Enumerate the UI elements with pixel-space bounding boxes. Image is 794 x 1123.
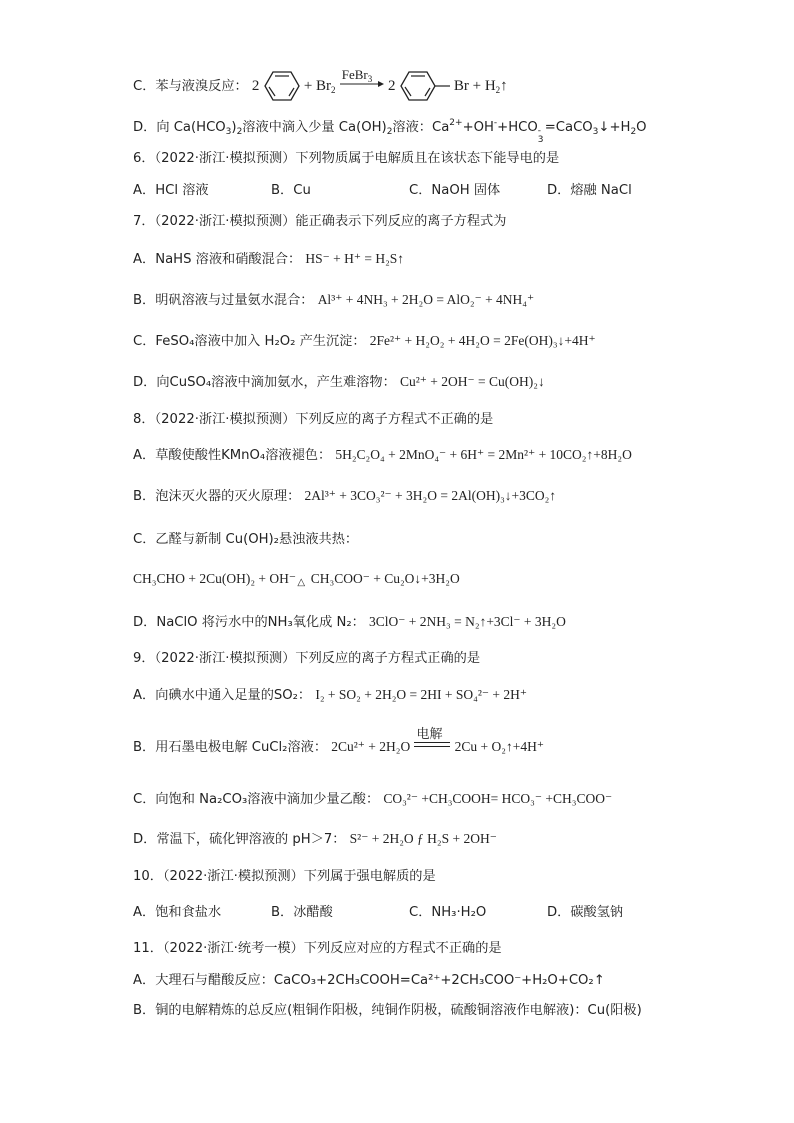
text: 溶液中滴入少量 Ca(OH)	[242, 120, 387, 135]
q10-option-c[interactable]: C．NH₃·H₂O	[409, 905, 487, 920]
option-label: C．苯与液溴反应：	[133, 79, 248, 94]
question-11-stem: 11．（2022·浙江·统考一模）下列反应对应的方程式不正确的是	[133, 941, 502, 956]
double-line-icon	[414, 742, 450, 747]
equation: S²⁻ + 2H₂O ƒ H₂S + 2OH⁻	[349, 831, 497, 846]
q6-option-a[interactable]: A．HCl 溶液	[133, 183, 209, 198]
q9-option-c[interactable]	[133, 790, 612, 809]
text: ↓+H	[598, 120, 631, 135]
electrolysis-condition: 电解	[416, 727, 443, 742]
superscript: -	[493, 118, 498, 128]
q9-option-d[interactable]	[133, 830, 497, 849]
catalyst: FeBr	[341, 67, 368, 82]
equation: I₂ + SO₂ + 2H₂O = 2HI + SO₄²⁻ + 2H⁺	[315, 687, 528, 702]
equation: 2Fe²⁺ + H₂O₂ + 4H₂O = 2Fe(OH)₃↓+4H⁺	[369, 333, 596, 348]
option-label: D．向CuSO₄溶液中滴加氨水，产生难溶物：	[133, 375, 396, 390]
subscript: 2	[386, 127, 393, 137]
q9-option-b[interactable]	[133, 727, 544, 757]
question-8-stem: 8．（2022·浙江·模拟预测）下列反应的离子方程式不正确的是	[133, 412, 494, 427]
option-label: B．明矾溶液与过量氨水混合：	[133, 293, 314, 308]
option-label: A．向碘水中通入足量的SO₂：	[133, 688, 312, 703]
q10-option-a[interactable]: A．饱和食盐水	[133, 905, 222, 920]
equation: Al³⁺ + 4NH₃ + 2H₂O = AlO₂⁻ + 4NH₄⁺	[317, 292, 535, 307]
text: D．向 Ca(HCO	[133, 120, 226, 135]
q6-option-d[interactable]: D．熔融 NaCl	[547, 183, 632, 198]
benzene-ring-icon	[264, 70, 300, 102]
option-d-calcium-bicarbonate	[133, 114, 647, 145]
subscript: 2	[236, 127, 243, 137]
text: O	[636, 120, 647, 135]
equation: 5H₂C₂O₄ + 2MnO₄⁻ + 6H⁺ = 2Mn²⁺ + 10CO₂↑+8H₂O	[335, 447, 632, 462]
text: +HCO	[497, 120, 538, 135]
superscript: -	[537, 126, 541, 136]
question-9-stem: 9．（2022·浙江·模拟预测）下列反应的离子方程式正确的是	[133, 651, 481, 666]
product: Br + H	[453, 78, 496, 94]
coefficient: 2	[387, 78, 396, 94]
equation: HS⁻ + H⁺ = H₂S↑	[305, 251, 405, 266]
equation-right: CH₃COO⁻ + Cu₂O↓+3H₂O	[310, 571, 460, 586]
equation-right: 2Cu + O₂↑+4H⁺	[454, 739, 544, 754]
equation: Cu²⁺ + 2OH⁻ = Cu(OH)₂↓	[399, 374, 545, 389]
q8-option-b[interactable]	[133, 487, 556, 506]
q8-option-d[interactable]	[133, 613, 566, 632]
q7-option-b[interactable]	[133, 291, 534, 310]
option-label: B．用石墨电极电解 CuCl₂溶液：	[133, 740, 328, 755]
subscript: 3	[367, 74, 373, 84]
subscript: 2	[630, 127, 637, 137]
subscript: 2	[331, 85, 336, 95]
equation: 2Al³⁺ + 3CO₃²⁻ + 3H₂O = 2Al(OH)₃↓+3CO₂↑	[304, 488, 557, 503]
option-label: C．向饱和 Na₂CO₃溶液中滴加少量乙酸：	[133, 792, 380, 807]
q7-option-c[interactable]	[133, 332, 596, 351]
q7-option-a[interactable]	[133, 250, 404, 269]
q11-option-a[interactable]: A．大理石与醋酸反应：CaCO₃+2CH₃COOH=Ca²⁺+2CH₃COO⁻+H₂O+CO₂↑	[133, 973, 605, 988]
gas-arrow-icon: ↑	[500, 78, 508, 94]
option-label: B．泡沫灭火器的灭火原理：	[133, 489, 301, 504]
option-c-benzene-bromination	[133, 67, 508, 102]
subscript: 3	[225, 127, 232, 137]
q8-option-a[interactable]	[133, 446, 632, 465]
question-10-stem: 10．（2022·浙江·模拟预测）下列属于强电解质的是	[133, 869, 436, 884]
heat-condition: △	[297, 577, 306, 588]
option-label: A．NaHS 溶液和硝酸混合：	[133, 252, 302, 267]
question-6-stem: 6．（2022·浙江·模拟预测）下列物质属于电解质且在该状态下能导电的是	[133, 151, 560, 166]
option-label: C．乙醛与新制 Cu(OH)₂悬浊液共热：	[133, 532, 359, 547]
plus-br: + Br	[303, 78, 332, 94]
equation: 3ClO⁻ + 2NH₃ = N₂↑+3Cl⁻ + 3H₂O	[369, 614, 566, 629]
option-label: C．FeSO₄溶液中加入 H₂O₂ 产生沉淀：	[133, 334, 366, 349]
q11-option-b[interactable]: B．铜的电解精炼的总反应(粗铜作阳极，纯铜作阴极，硫酸铜溶液作电解液)：Cu(阳极)	[133, 1003, 642, 1018]
option-label: D．常温下，硫化钾溶液的 pH＞7：	[133, 832, 346, 847]
coefficient: 2	[251, 78, 260, 94]
subscript: 2	[495, 85, 501, 95]
text: )	[231, 120, 237, 135]
superscript: 2+	[449, 118, 463, 128]
q6-option-c[interactable]: C．NaOH 固体	[409, 183, 501, 198]
q9-option-a[interactable]	[133, 686, 527, 705]
text: =CaCO	[544, 120, 593, 135]
option-label: A．草酸使酸性KMnO₄溶液褪色：	[133, 448, 332, 463]
text: +OH	[462, 120, 494, 135]
equation-left: 2Cu²⁺ + 2H₂O	[331, 739, 411, 754]
text: 溶液：Ca	[392, 120, 450, 135]
subscript: 3	[537, 135, 544, 145]
q7-option-d[interactable]	[133, 373, 545, 392]
benzene-ring-icon	[400, 70, 450, 102]
option-label: D．NaClO 将污水中的NH₃氧化成 N₂：	[133, 615, 365, 630]
q8-option-c[interactable]	[133, 531, 358, 549]
q10-option-b[interactable]: B．冰醋酸	[271, 905, 333, 920]
question-7-stem: 7．（2022·浙江·模拟预测）能正确表示下列反应的离子方程式为	[133, 214, 507, 229]
equation: CO₃²⁻ +CH₃COOH= HCO₃⁻ +CH₃COO⁻	[383, 791, 613, 806]
q6-option-b[interactable]: B．Cu	[271, 183, 311, 198]
equation-left: CH₃CHO + 2Cu(OH)₂ + OH⁻	[133, 571, 297, 586]
q10-option-d[interactable]: D．碳酸氢钠	[547, 905, 624, 920]
q8-option-c-equation	[133, 570, 460, 588]
subscript: 3	[592, 127, 599, 137]
